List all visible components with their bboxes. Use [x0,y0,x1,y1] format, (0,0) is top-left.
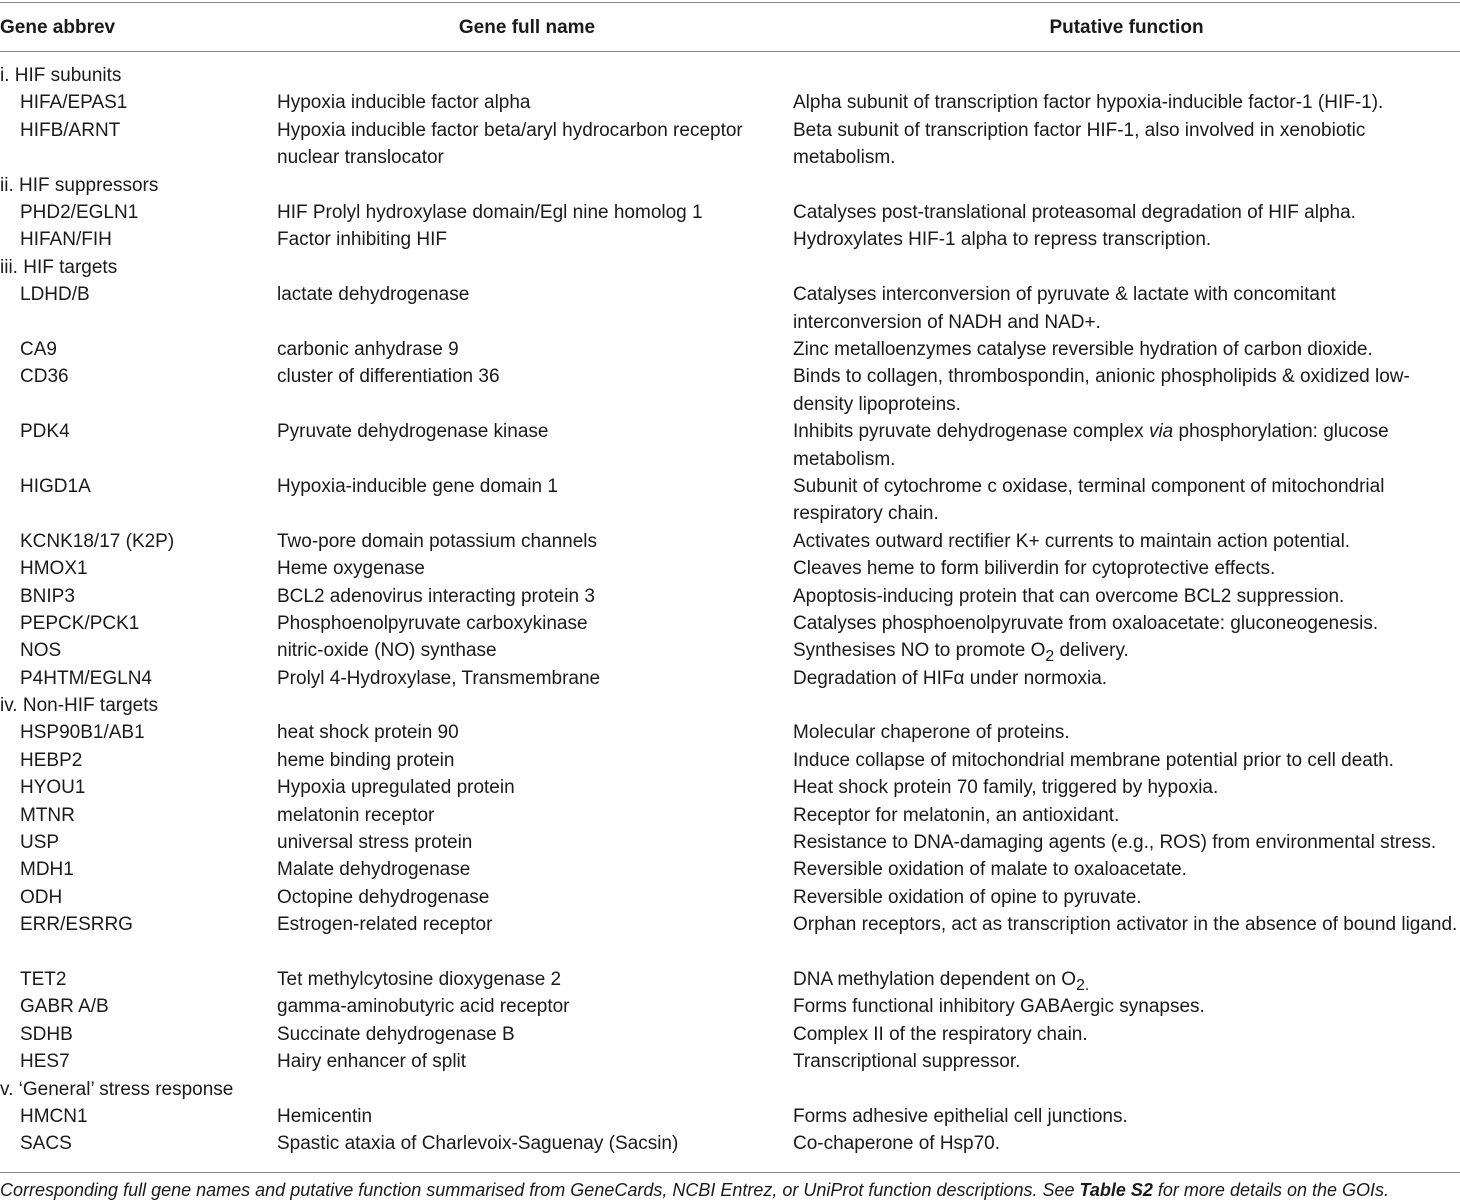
gene-full-name: Hypoxia-inducible gene domain 1 [277,475,558,497]
table-row [0,1048,1460,1075]
table-row [0,774,1460,801]
gene-full-name: Two-pore domain potassium channels [277,530,598,552]
table-row [0,89,1460,116]
gene-full-name: Hypoxia inducible factor beta/aryl hydrocarbon receptor nuclear translocator [277,119,743,169]
footnote-tail: for more details on the GOIs. [1152,1180,1390,1200]
gene-full-name: Hypoxia upregulated protein [277,777,515,799]
gene-abbrev: PHD2/EGLN1 [20,201,139,223]
gene-full-name: Spastic ataxia of Charlevoix-Saguenay (Sacsin) [277,1133,679,1155]
gene-full-name: Prolyl 4-Hydroxylase, Transmembrane [277,667,601,689]
gene-function: Receptor for melatonin, an antioxidant. [793,804,1120,826]
gene-full-name: nitric-oxide (NO) synthase [277,640,497,662]
table-row [0,1021,1460,1048]
gene-abbrev: HEBP2 [20,749,83,771]
gene-function: Hydroxylates HIF-1 alpha to repress transcription. [793,229,1212,251]
gene-abbrev: P4HTM/EGLN4 [20,667,152,689]
table-row [0,829,1460,856]
table-row [0,117,1460,172]
gene-abbrev: MDH1 [20,859,74,881]
gene-function: Apoptosis-inducing protein that can overcome BCL2 suppression. [793,585,1345,607]
column-header-function: Putative function [1049,17,1204,38]
gene-function: Co-chaperone of Hsp70. [793,1133,1001,1155]
gene-abbrev: HYOU1 [20,777,86,799]
gene-function: Beta subunit of transcription factor HIF-1, also involved in xenobiotic metabolism. [793,119,1366,169]
gene-abbrev: TET2 [20,968,67,990]
table-row [0,473,1460,528]
table-row [0,665,1460,692]
table-row [0,363,1460,418]
gene-abbrev: GABR A/B [20,996,109,1018]
gene-full-name: Octopine dehydrogenase [277,886,490,908]
gene-abbrev: ERR/ESRRG [20,914,133,936]
gene-full-name: Hypoxia inducible factor alpha [277,92,531,114]
gene-full-name: carbonic anhydrase 9 [277,338,459,360]
column-header-abbrev: Gene abbrev [0,17,116,38]
gene-full-name: Malate dehydrogenase [277,859,471,881]
table-row [0,226,1460,253]
gene-function: Resistance to DNA-damaging agents (e.g., ROS) from environmental stress. [793,832,1437,854]
gene-function: Activates outward rectifier K+ currents to maintain action potential. [793,530,1351,552]
footnote-text: Corresponding full gene names and putative function summarised from GeneCards, NCBI Entrez, or UniProt function descriptions. See [0,1180,1080,1200]
gene-full-name: Estrogen-related receptor [277,914,493,936]
table-row [0,1130,1460,1157]
section-title: ii. HIF suppressors [0,174,159,196]
gene-abbrev: HES7 [20,1051,70,1073]
gene-full-name: Hairy enhancer of split [277,1051,467,1073]
gene-full-name: heat shock protein 90 [277,722,459,744]
table-row [0,856,1460,883]
section-title: iii. HIF targets [0,256,118,278]
gene-function-text: delivery. [1054,640,1129,662]
gene-abbrev: CA9 [20,338,57,360]
gene-function: Molecular chaperone of proteins. [793,722,1070,744]
table-row [0,610,1460,637]
gene-function [793,418,1458,473]
gene-abbrev: HIFB/ARNT [20,119,121,141]
gene-function: Forms adhesive epithelial cell junctions. [793,1105,1128,1127]
table-row [0,583,1460,610]
gene-full-name: Hemicentin [277,1105,373,1127]
gene-full-name: heme binding protein [277,749,455,771]
gene-full-name: Phosphoenolpyruvate carboxykinase [277,612,588,634]
gene-function: Subunit of cytochrome c oxidase, terminal component of mitochondrial respiratory chain. [793,475,1385,525]
gene-function: Catalyses post-translational proteasomal degradation of HIF alpha. [793,201,1356,223]
table-header-rule [0,51,1460,52]
gene-function: Catalyses phosphoenolpyruvate from oxaloacetate: gluconeogenesis. [793,612,1379,634]
gene-abbrev: SDHB [20,1023,73,1045]
table-header [0,13,1460,43]
table-row [0,884,1460,911]
gene-abbrev: BNIP3 [20,585,75,607]
table-row [0,336,1460,363]
gene-full-name: universal stress protein [277,832,473,854]
table-row [0,802,1460,829]
section-title: i. HIF subunits [0,65,122,86]
gene-function-text: phosphorylation: glucose metabolism. [793,421,1389,470]
table-body [0,62,1460,1158]
footnote-table-reference[interactable]: Table S2 [1079,1180,1153,1200]
gene-function: Heat shock protein 70 family, triggered by hypoxia. [793,777,1219,799]
table-row [0,719,1460,746]
gene-full-name: gamma-aminobutyric acid receptor [277,996,570,1018]
gene-abbrev: SACS [20,1133,72,1155]
table-footnote [0,1178,1460,1202]
gene-abbrev: PEPCK/PCK1 [20,612,140,634]
gene-abbrev: ODH [20,886,63,908]
table-row [0,199,1460,226]
gene-abbrev: NOS [20,640,62,662]
gene-function-text: Inhibits pyruvate dehydrogenase complex [793,421,1149,443]
gene-function: Cleaves heme to form biliverdin for cytoprotective effects. [793,558,1276,580]
table-row [0,637,1460,664]
table-row [0,281,1460,336]
gene-function-italic: via [1148,421,1174,443]
subscript: 2 [1045,648,1055,666]
gene-function: Reversible oxidation of opine to pyruvate. [793,886,1142,908]
gene-full-name: lactate dehydrogenase [277,284,470,306]
gene-function-text: DNA methylation dependent on O [793,968,1077,990]
table-row [0,1103,1460,1130]
section-title: v. ‘General’ stress response [0,1078,234,1100]
table-row [0,528,1460,555]
table-row [0,747,1460,774]
gene-function: Catalyses interconversion of pyruvate & lactate with concomitant interconversion of NADH and NAD+. [793,284,1336,333]
gene-abbrev: HSP90B1/AB1 [20,722,145,744]
gene-full-name: melatonin receptor [277,804,435,826]
gene-abbrev: USP [20,832,60,854]
gene-full-name: cluster of differentiation 36 [277,366,500,388]
gene-abbrev: HMOX1 [20,558,88,580]
gene-abbrev: CD36 [20,366,69,388]
gene-function: Forms functional inhibitory GABAergic synapses. [793,996,1205,1018]
subscript: 2. [1076,976,1090,994]
gene-full-name: HIF Prolyl hydroxylase domain/Egl nine homolog 1 [277,201,703,223]
gene-full-name: BCL2 adenovirus interacting protein 3 [277,585,595,607]
gene-full-name: Succinate dehydrogenase B [277,1023,515,1045]
gene-function: Reversible oxidation of malate to oxaloacetate. [793,859,1187,881]
gene-full-name: Pyruvate dehydrogenase kinase [277,421,549,443]
table-top-rule [0,2,1460,3]
column-header-full-name: Gene full name [458,17,596,38]
gene-full-name: Factor inhibiting HIF [277,229,448,251]
gene-abbrev: MTNR [20,804,75,826]
gene-function: Transcriptional suppressor. [793,1051,1021,1073]
gene-abbrev: HIGD1A [20,475,91,497]
table-row [0,911,1460,966]
gene-abbrev: KCNK18/17 (K2P) [20,530,175,552]
section-title: iv. Non-HIF targets [0,695,159,717]
table-row [0,966,1460,993]
gene-function: Degradation of HIFα under normoxia. [793,667,1108,689]
gene-function-text: Synthesises NO to promote O [793,640,1046,662]
table-bottom-rule [0,1172,1460,1173]
gene-full-name: Tet methylcytosine dioxygenase 2 [277,968,562,990]
gene-abbrev: HMCN1 [20,1105,88,1127]
table-row [0,993,1460,1020]
gene-function: Binds to collagen, thrombospondin, anionic phospholipids & oxidized low-density lipoproteins. [793,366,1410,415]
gene-abbrev: HIFA/EPAS1 [20,92,128,114]
gene-function: Alpha subunit of transcription factor hypoxia-inducible factor-1 (HIF-1). [793,92,1384,114]
gene-full-name: Heme oxygenase [277,558,425,580]
gene-function: Complex II of the respiratory chain. [793,1023,1088,1045]
gene-abbrev: PDK4 [20,421,70,443]
gene-abbrev: LDHD/B [20,284,90,306]
table-row [0,418,1460,473]
table-row [0,555,1460,582]
gene-function: Orphan receptors, act as transcription activator in the absence of bound ligand. [793,914,1458,936]
gene-function: Induce collapse of mitochondrial membrane potential prior to cell death. [793,749,1394,771]
gene-function: Zinc metalloenzymes catalyse reversible hydration of carbon dioxide. [793,338,1373,360]
gene-abbrev: HIFAN/FIH [20,229,112,251]
